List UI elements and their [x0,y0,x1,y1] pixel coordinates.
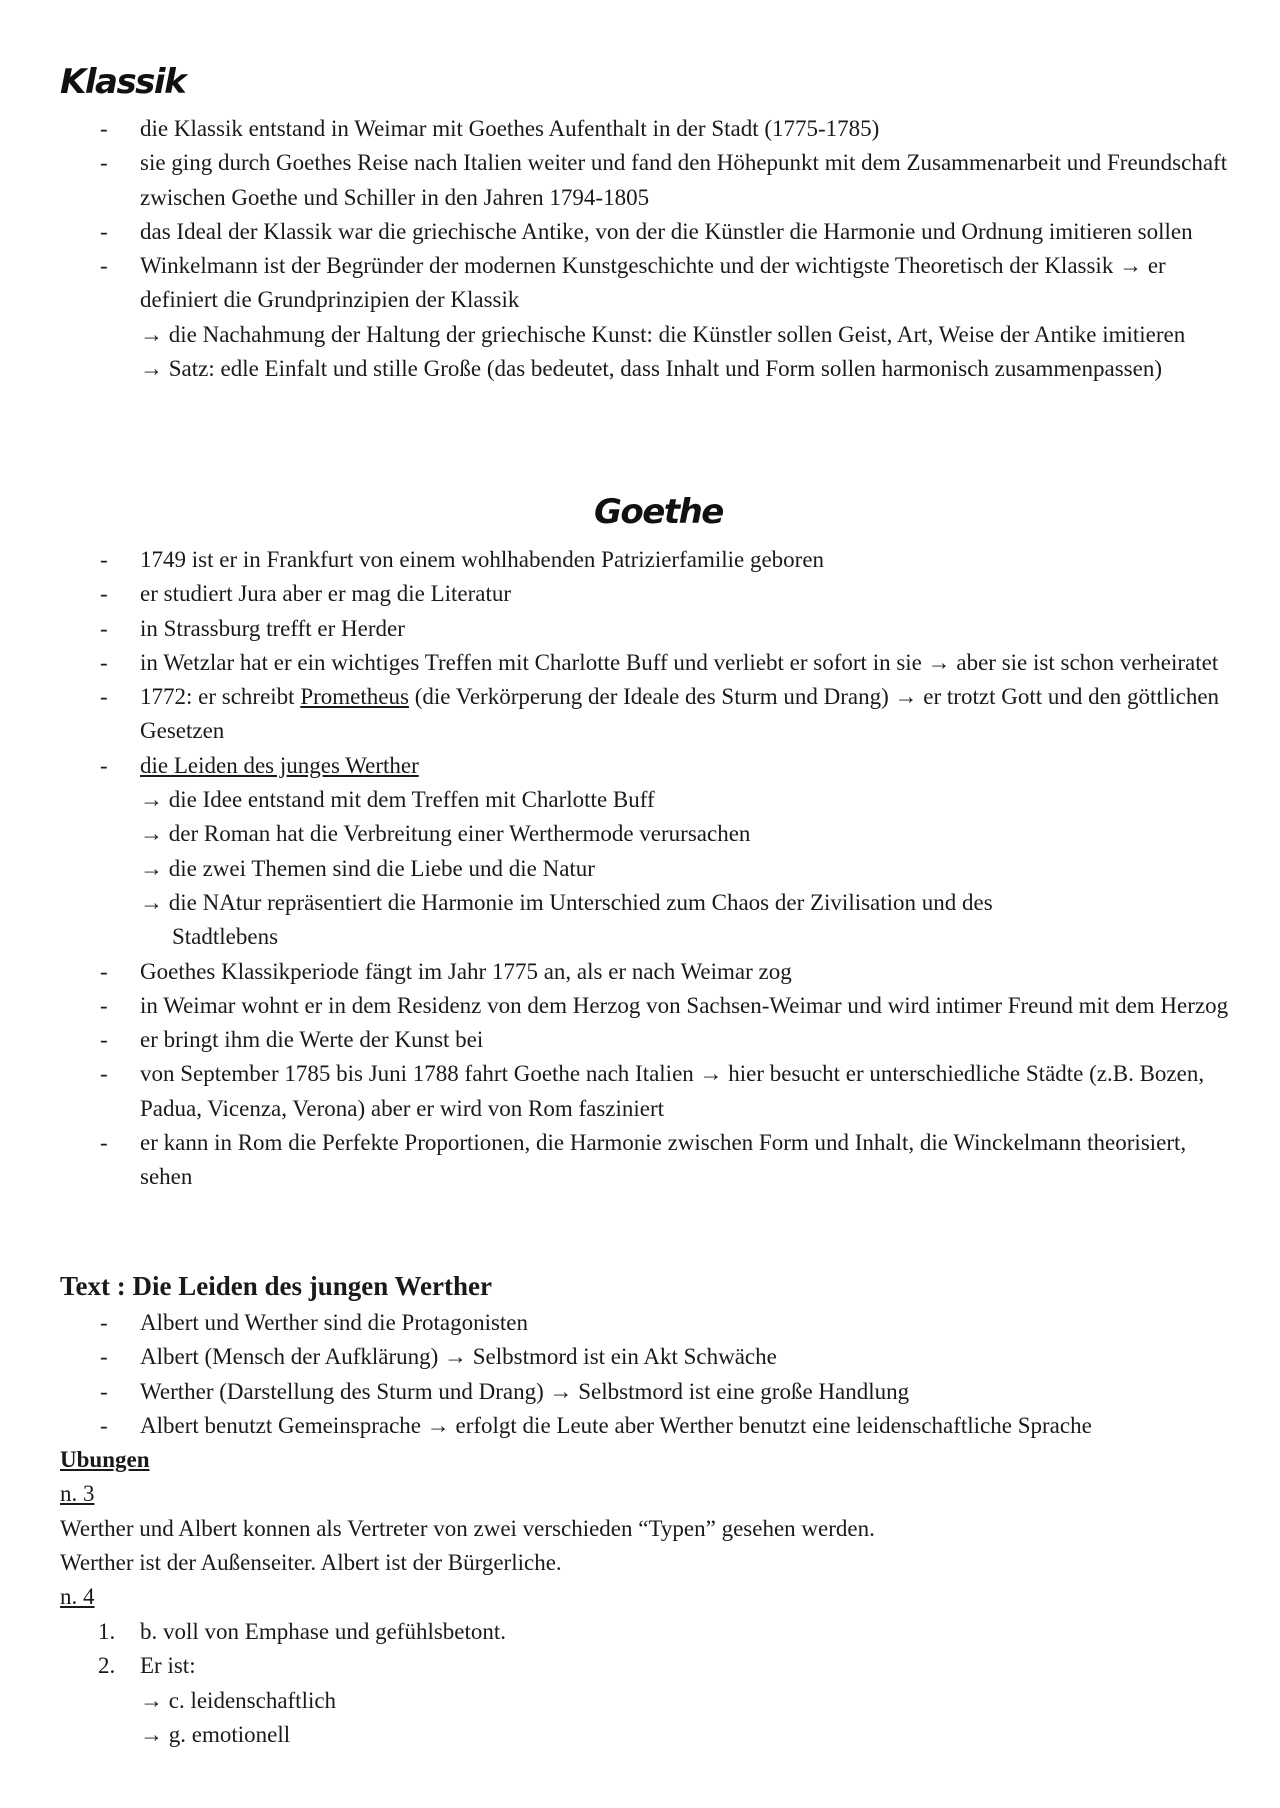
list-item-text: er bringt ihm die Werte der Kunst bei [140,1027,484,1053]
sub-point: → der Roman hat die Verbreitung einer Werthermode verursachen [140,821,751,847]
list-item-text: Albert und Werther sind die Protagonisten [140,1310,529,1335]
sub-point: → die zwei Themen sind die Liebe und die Natur [140,855,595,881]
list-item-text: in Wetzlar hat er ein wichtiges Treffen mit Charlotte Buff und verliebt er sofort in sie → aber sie ist schon verheiratet [140,649,1219,675]
sub-point: → Satz: edle Einfalt und stille Große (das bedeutet, dass Inhalt und Form sollen harmonisch zusammenpassen) [140,356,1162,382]
text-section-heading: Text : Die Leiden des jungen Werther [60,1271,492,1301]
exercise-n3-label: n. 3 [60,1481,95,1506]
goethe-heading: Goethe [594,492,723,532]
exercise-n3-line: Werther und Albert konnen als Vertreter von zwei verschieden “Typen” gesehen werden. [60,1516,875,1541]
list-item [0,543,1280,577]
list-item-text: Albert benutzt Gemeinsprache → erfolgt die Leute aber Werther benutzt eine leidenschaftliche Sprache [140,1412,1092,1438]
list-item-text: die Klassik entstand in Weimar mit Goethes Aufenthalt in der Stadt (1775-1785) [140,116,880,141]
list-item-text: in Weimar wohnt er in dem Residenz von dem Herzog von Sachsen-Weimar und wird intimer Freund mit dem Herzog [140,992,1229,1018]
list-item [0,577,1280,611]
list-item [0,1375,1280,1409]
klassik-section [0,112,1280,386]
list-item-text: Er ist: [140,1653,196,1679]
list-item [0,1649,1280,1752]
list-item-text: b. voll von Emphase und gefühlsbetont. [140,1619,507,1644]
exercise-n4-section [0,1615,1280,1752]
list-item [0,1126,1280,1195]
list-item [0,215,1280,249]
list-item [0,1340,1280,1374]
list-item-text: in Strassburg trefft er Herder [140,615,405,641]
exercise-n3-line: Werther ist der Außenseiter. Albert ist der Bürgerliche. [60,1550,562,1575]
list-item-text: Albert (Mensch der Aufklärung) → Selbstmord ist ein Akt Schwäche [140,1344,777,1370]
list-item [0,1057,1280,1126]
list-item [0,112,1280,146]
list-item-text: Werther (Darstellung des Sturm und Drang) → Selbstmord ist eine große Handlung [140,1378,910,1404]
sub-point: → g. emotionell [140,1721,291,1747]
ubungen-heading: Ubungen [60,1447,150,1472]
list-item [0,680,1280,749]
sub-point: → die Nachahmung der Haltung der griechische Kunst: die Künstler sollen Geist, Art, Weise der Antike imitieren [140,321,1186,347]
list-item [0,146,1280,215]
goethe-section [0,543,1280,1195]
list-item-text: Winkelmann ist der Begründer der modernen Kunstgeschichte und der wichtigste Theoretisch der Klassik → er definiert die Grundprinzipien der Klassik [140,253,1166,313]
list-item-text: er kann in Rom die Perfekte Proportionen, die Harmonie zwischen Form und Inhalt, die Winckelmann theorisiert, sehen [140,1130,1187,1190]
list-item-text: das Ideal der Klassik war die griechische Antike, von der die Künstler die Harmonie und Ordnung imitieren sollen [140,218,1193,244]
list-item [0,989,1280,1023]
list-item [0,249,1280,386]
sub-point-continuation: Stadtlebens [172,924,279,950]
list-item-text: er studiert Jura aber er mag die Literatur [140,581,512,607]
list-item-text: 1749 ist er in Frankfurt von einem wohlhabenden Patrizierfamilie geboren [140,547,825,572]
list-item [0,749,1280,955]
list-item [0,612,1280,646]
exercise-n4-label: n. 4 [60,1584,95,1609]
sub-point: → die Idee entstand mit dem Treffen mit Charlotte Buff [140,787,655,813]
list-item [0,1615,1280,1649]
list-item [0,646,1280,680]
list-item [0,955,1280,989]
sub-point: → c. leidenschaftlich [140,1687,337,1713]
prometheus-title: Prometheus [300,684,409,710]
text-section [0,1306,1280,1443]
list-item-text: von September 1785 bis Juni 1788 fahrt Goethe nach Italien → hier besucht er unterschiedliche Städte (z.B. Bozen, Padua, Vicenza, Verona) aber er wird von Rom fasziniert [140,1061,1205,1121]
list-item-text: (die Verkörperung der Ideale des Sturm und Drang) → er trotzt Gott und den göttlichen Gesetzen [140,684,1220,744]
klassik-list [0,112,1280,386]
list-item [0,1409,1280,1443]
werther-title: die Leiden des junges Werther [140,752,419,778]
list-number: 2. [98,1653,116,1679]
list-item [0,1306,1280,1340]
list-item-text: Goethes Klassikperiode fängt im Jahr 1775 an, als er nach Weimar zog [140,958,792,984]
goethe-list [0,543,1280,1195]
list-item-text: sie ging durch Goethes Reise nach Italien weiter und fand den Höhepunkt mit dem Zusammenarbeit und Freundschaft zwischen Goethe und Schiller in den Jahren 1794-1805 [140,150,1228,210]
list-number: 1. [98,1619,116,1644]
text-list [0,1306,1280,1443]
list-item-text: 1772: er schreibt [140,684,301,710]
list-item [0,1023,1280,1057]
sub-point: → die NAtur repräsentiert die Harmonie im Unterschied zum Chaos der Zivilisation und des [140,889,993,915]
exercise-n4-list [0,1615,1280,1752]
klassik-heading: Klassik [60,62,186,102]
